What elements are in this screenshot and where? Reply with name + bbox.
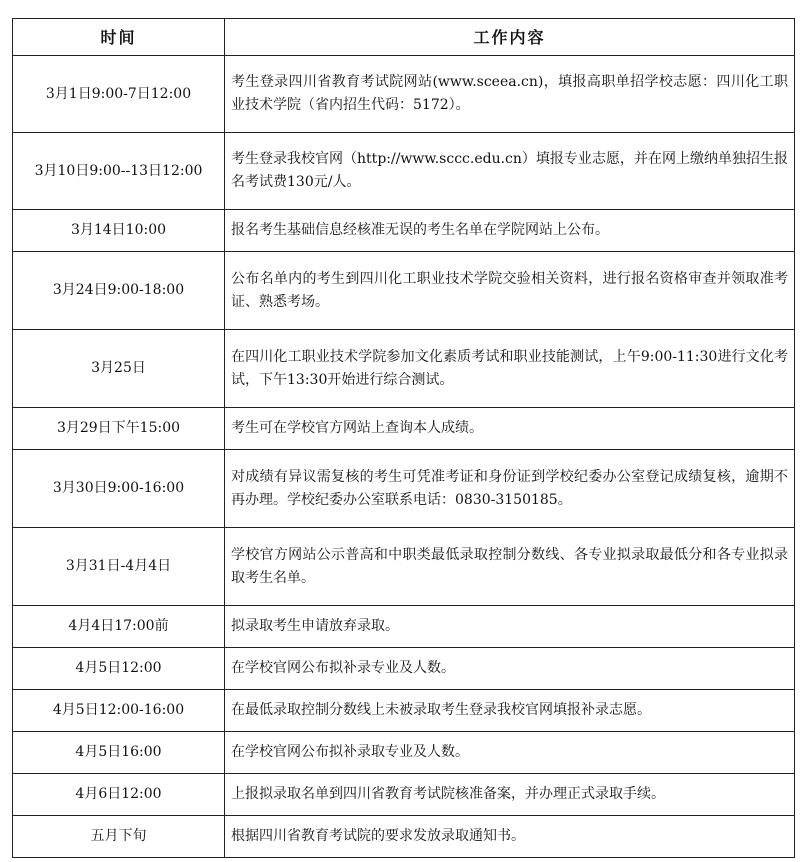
row-time: 3月10日9:00--13日12:00 (13, 133, 225, 210)
row-content: 学校官方网站公示普高和中职类最低录取控制分数线、各专业拟录取最低分和各专业拟录取考生名单。 (225, 528, 795, 606)
row-content: 考生登录四川省教育考试院网站(www.sceea.cn)，填报高职单招学校志愿：四川化工职业技术学院（省内招生代码：5172）。 (225, 56, 795, 133)
table-row (13, 133, 795, 210)
row-content: 考生可在学校官方网站上查询本人成绩。 (225, 408, 795, 450)
row-content: 上报拟录取名单到四川省教育考试院核准备案，并办理正式录取手续。 (225, 774, 795, 816)
row-time: 3月25日 (13, 330, 225, 408)
table-row (13, 606, 795, 648)
row-time: 五月下旬 (13, 816, 225, 858)
table-row (13, 774, 795, 816)
header-content: 工作内容 (225, 19, 795, 56)
row-time: 3月31日-4月4日 (13, 528, 225, 606)
row-time: 4月5日12:00-16:00 (13, 690, 225, 732)
table-row (13, 528, 795, 606)
row-time: 4月6日12:00 (13, 774, 225, 816)
header-row (13, 19, 795, 56)
row-time: 3月14日10:00 (13, 210, 225, 252)
table-row (13, 252, 795, 330)
row-content: 在学校官网公布拟补录取专业及人数。 (225, 732, 795, 774)
row-time: 4月5日12:00 (13, 648, 225, 690)
row-time: 4月5日16:00 (13, 732, 225, 774)
row-time: 3月30日9:00-16:00 (13, 450, 225, 528)
table-row (13, 450, 795, 528)
row-time: 3月24日9:00-18:00 (13, 252, 225, 330)
table-row (13, 330, 795, 408)
table-row (13, 210, 795, 252)
table-row (13, 690, 795, 732)
row-content: 根据四川省教育考试院的要求发放录取通知书。 (225, 816, 795, 858)
table-row (13, 816, 795, 858)
row-time: 3月1日9:00-7日12:00 (13, 56, 225, 133)
row-content: 公布名单内的考生到四川化工职业技术学院交验相关资料，进行报名资格审查并领取准考证、熟悉考场。 (225, 252, 795, 330)
row-time: 3月29日下午15:00 (13, 408, 225, 450)
row-content: 在四川化工职业技术学院参加文化素质考试和职业技能测试，上午9:00-11:30进行文化考试，下午13:30开始进行综合测试。 (225, 330, 795, 408)
schedule-table (12, 18, 795, 858)
row-content: 在最低录取控制分数线上未被录取考生登录我校官网填报补录志愿。 (225, 690, 795, 732)
table-row (13, 648, 795, 690)
table-row (13, 56, 795, 133)
row-content: 报名考生基础信息经核准无误的考生名单在学院网站上公布。 (225, 210, 795, 252)
table-row (13, 408, 795, 450)
row-time: 4月4日17:00前 (13, 606, 225, 648)
header-time: 时间 (13, 19, 225, 56)
row-content: 考生登录我校官网（http://www.sccc.edu.cn）填报专业志愿，并在网上缴纳单独招生报名考试费130元/人。 (225, 133, 795, 210)
row-content: 拟录取考生申请放弃录取。 (225, 606, 795, 648)
row-content: 在学校官网公布拟补录专业及人数。 (225, 648, 795, 690)
row-content: 对成绩有异议需复核的考生可凭准考证和身份证到学校纪委办公室登记成绩复核，逾期不再办理。学校纪委办公室联系电话：0830-3150185。 (225, 450, 795, 528)
table-row (13, 732, 795, 774)
